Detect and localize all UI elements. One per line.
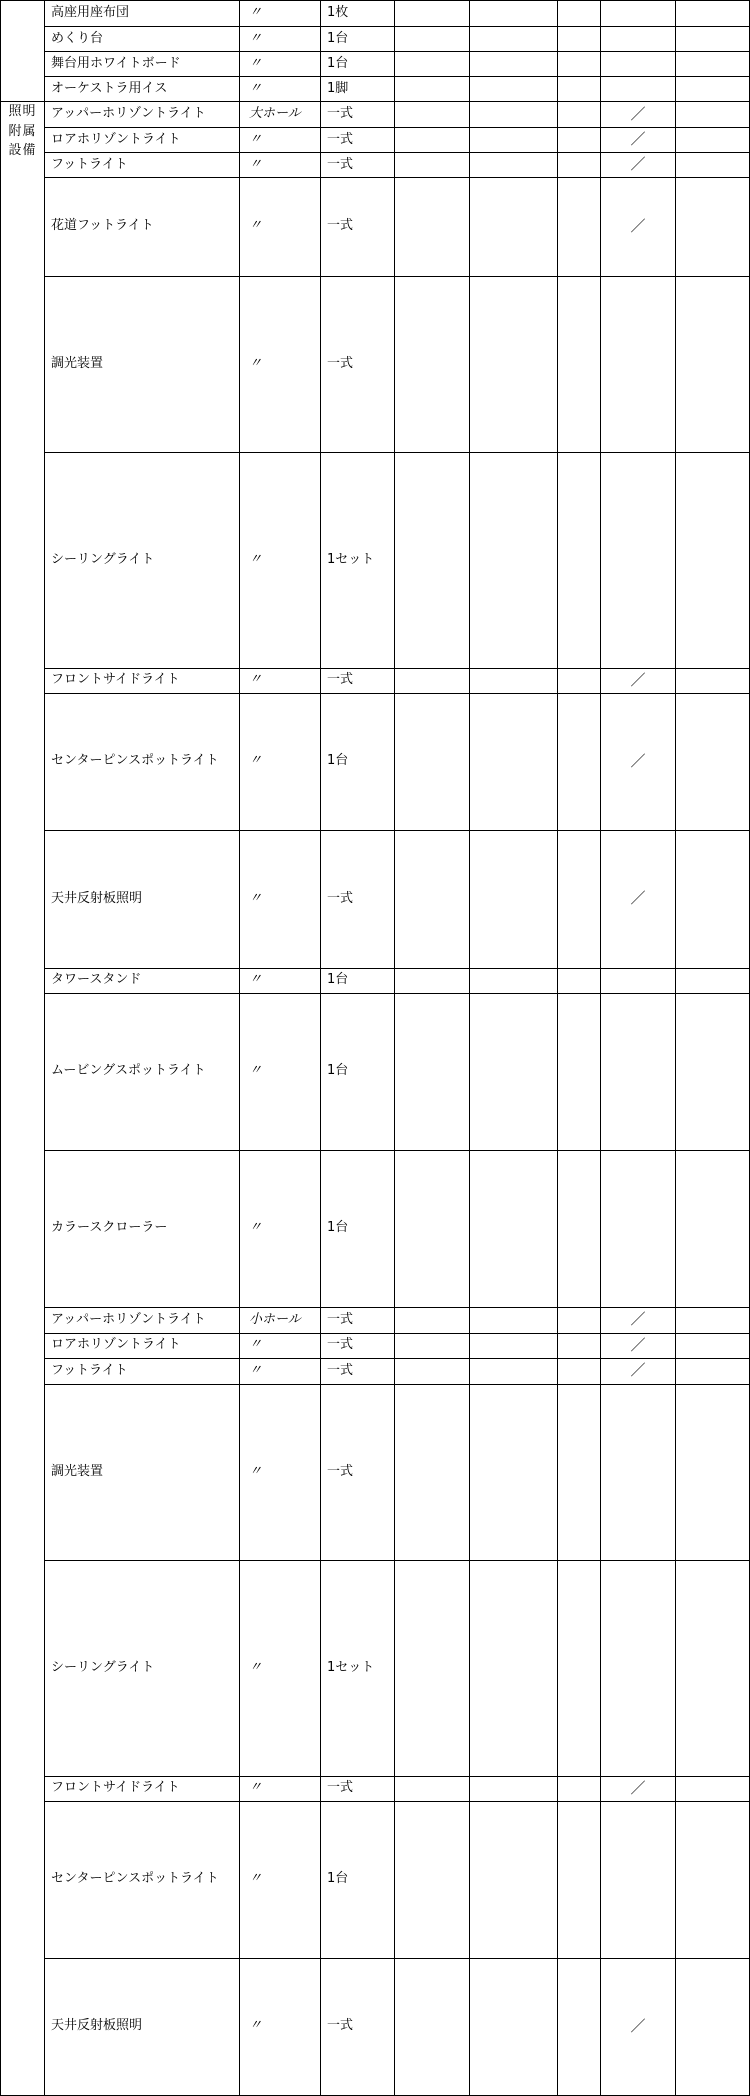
quantity-cell: 1セット <box>321 1561 395 1777</box>
table-row <box>1 153 750 178</box>
empty-cell <box>676 693 750 831</box>
empty-cell <box>470 1307 558 1333</box>
quantity-cell: 一式 <box>321 128 395 153</box>
quantity-cell: 一式 <box>321 668 395 693</box>
slash-mark-cell: ／ <box>601 1958 676 2096</box>
empty-cell <box>470 52 558 77</box>
empty-cell <box>395 993 470 1150</box>
empty-cell <box>470 1561 558 1777</box>
empty-cell <box>395 276 470 453</box>
item-name-cell: 天井反射板照明 <box>45 831 240 969</box>
slash-mark-cell: ／ <box>601 1333 676 1358</box>
item-name-cell: オーケストラ用イス <box>45 77 240 102</box>
quantity-cell: 1台 <box>321 27 395 52</box>
category-label: 照明 <box>8 104 37 119</box>
item-name-cell: 舞台用ホワイトボード <box>45 52 240 77</box>
category-cell-blank <box>1 1 45 102</box>
empty-cell <box>558 1358 601 1384</box>
empty-cell <box>558 1384 601 1561</box>
empty-cell <box>558 1801 601 1958</box>
location-cell: 大ホール <box>240 102 321 128</box>
location-cell: 〃 <box>240 1776 321 1801</box>
item-name-cell: 高座用座布団 <box>45 1 240 27</box>
slash-mark-cell: ／ <box>601 831 676 969</box>
table-row <box>1 1776 750 1801</box>
empty-cell <box>395 1333 470 1358</box>
empty-cell <box>676 831 750 969</box>
empty-cell <box>470 102 558 128</box>
table-row <box>1 102 750 128</box>
empty-cell <box>395 77 470 102</box>
item-name-cell: タワースタンド <box>45 968 240 993</box>
empty-cell <box>558 128 601 153</box>
quantity-cell: 1台 <box>321 1801 395 1958</box>
empty-cell <box>676 1 750 27</box>
empty-cell <box>558 693 601 831</box>
table-row <box>1 1307 750 1333</box>
slash-mark-cell: ／ <box>601 178 676 277</box>
slash-mark-cell: ／ <box>601 693 676 831</box>
slash-mark-cell <box>601 1801 676 1958</box>
slash-mark-cell: ／ <box>601 102 676 128</box>
location-cell: 〃 <box>240 77 321 102</box>
empty-cell <box>558 27 601 52</box>
empty-cell <box>676 993 750 1150</box>
slash-mark-cell: ／ <box>601 1776 676 1801</box>
slash-mark-cell <box>601 276 676 453</box>
empty-cell <box>558 1776 601 1801</box>
slash-mark-cell <box>601 993 676 1150</box>
location-cell: 〃 <box>240 52 321 77</box>
table-row <box>1 1333 750 1358</box>
empty-cell <box>558 968 601 993</box>
quantity-cell: 1台 <box>321 52 395 77</box>
slash-mark-cell: ／ <box>601 1307 676 1333</box>
empty-cell <box>470 178 558 277</box>
location-cell: 小ホール <box>240 1307 321 1333</box>
slash-mark-cell <box>601 1 676 27</box>
location-cell: 〃 <box>240 453 321 669</box>
location-cell: 〃 <box>240 693 321 831</box>
table-row <box>1 1384 750 1561</box>
table-row <box>1 1958 750 2096</box>
empty-cell <box>676 276 750 453</box>
table-row <box>1 993 750 1150</box>
table-row <box>1 831 750 969</box>
empty-cell <box>395 1 470 27</box>
empty-cell <box>558 1 601 27</box>
empty-cell <box>470 693 558 831</box>
location-cell: 〃 <box>240 1333 321 1358</box>
location-cell: 〃 <box>240 993 321 1150</box>
empty-cell <box>470 1384 558 1561</box>
slash-mark-cell: ／ <box>601 668 676 693</box>
empty-cell <box>676 1776 750 1801</box>
location-cell: 〃 <box>240 128 321 153</box>
location-cell: 〃 <box>240 178 321 277</box>
quantity-cell: 一式 <box>321 1358 395 1384</box>
location-cell: 〃 <box>240 276 321 453</box>
empty-cell <box>558 276 601 453</box>
item-name-cell: フットライト <box>45 1358 240 1384</box>
empty-cell <box>395 178 470 277</box>
location-cell: 〃 <box>240 1150 321 1307</box>
empty-cell <box>676 1358 750 1384</box>
empty-cell <box>558 1333 601 1358</box>
location-cell: 〃 <box>240 153 321 178</box>
category-label: 附属 <box>8 123 37 139</box>
location-cell: 〃 <box>240 831 321 969</box>
quantity-cell: 一式 <box>321 1333 395 1358</box>
empty-cell <box>676 1150 750 1307</box>
empty-cell <box>558 77 601 102</box>
location-cell: 〃 <box>240 668 321 693</box>
table-row <box>1 77 750 102</box>
empty-cell <box>558 102 601 128</box>
table-row <box>1 1150 750 1307</box>
empty-cell <box>395 153 470 178</box>
empty-cell <box>558 1561 601 1777</box>
item-name-cell: 調光装置 <box>45 276 240 453</box>
table-row <box>1 1358 750 1384</box>
item-name-cell: 調光装置 <box>45 1384 240 1561</box>
empty-cell <box>395 1801 470 1958</box>
table-row <box>1 27 750 52</box>
empty-cell <box>558 831 601 969</box>
empty-cell <box>470 153 558 178</box>
item-name-cell: センターピンスポットライト <box>45 1801 240 1958</box>
slash-mark-cell <box>601 453 676 669</box>
slash-mark-cell <box>601 77 676 102</box>
location-cell: 〃 <box>240 1 321 27</box>
empty-cell <box>470 668 558 693</box>
empty-cell <box>470 1150 558 1307</box>
quantity-cell: 1脚 <box>321 77 395 102</box>
empty-cell <box>470 77 558 102</box>
table-row <box>1 1801 750 1958</box>
quantity-cell: 一式 <box>321 1776 395 1801</box>
empty-cell <box>558 668 601 693</box>
empty-cell <box>470 993 558 1150</box>
item-name-cell: アッパーホリゾントライト <box>45 1307 240 1333</box>
table-row <box>1 668 750 693</box>
empty-cell <box>676 27 750 52</box>
slash-mark-cell <box>601 52 676 77</box>
item-name-cell: フロントサイドライト <box>45 668 240 693</box>
slash-mark-cell: ／ <box>601 1358 676 1384</box>
empty-cell <box>395 102 470 128</box>
empty-cell <box>395 1958 470 2096</box>
quantity-cell: 一式 <box>321 1958 395 2096</box>
empty-cell <box>676 77 750 102</box>
empty-cell <box>470 27 558 52</box>
location-cell: 〃 <box>240 1801 321 1958</box>
empty-cell <box>558 453 601 669</box>
empty-cell <box>395 128 470 153</box>
empty-cell <box>395 831 470 969</box>
empty-cell <box>558 1150 601 1307</box>
empty-cell <box>676 1307 750 1333</box>
item-name-cell: アッパーホリゾントライト <box>45 102 240 128</box>
empty-cell <box>676 52 750 77</box>
empty-cell <box>470 453 558 669</box>
quantity-cell: 一式 <box>321 153 395 178</box>
location-cell: 〃 <box>240 1561 321 1777</box>
item-name-cell: 花道フットライト <box>45 178 240 277</box>
empty-cell <box>676 668 750 693</box>
quantity-cell: 1台 <box>321 993 395 1150</box>
table-row <box>1 693 750 831</box>
empty-cell <box>558 178 601 277</box>
empty-cell <box>395 1384 470 1561</box>
item-name-cell: フロントサイドライト <box>45 1776 240 1801</box>
empty-cell <box>676 1384 750 1561</box>
quantity-cell: 一式 <box>321 178 395 277</box>
item-name-cell: シーリングライト <box>45 1561 240 1777</box>
quantity-cell: 1枚 <box>321 1 395 27</box>
empty-cell <box>395 27 470 52</box>
empty-cell <box>470 831 558 969</box>
slash-mark-cell <box>601 27 676 52</box>
empty-cell <box>395 1358 470 1384</box>
empty-cell <box>470 128 558 153</box>
empty-cell <box>676 968 750 993</box>
empty-cell <box>395 1150 470 1307</box>
location-cell: 〃 <box>240 27 321 52</box>
empty-cell <box>470 1801 558 1958</box>
quantity-cell: 一式 <box>321 831 395 969</box>
empty-cell <box>676 153 750 178</box>
slash-mark-cell <box>601 1384 676 1561</box>
category-cell <box>1 102 45 2096</box>
quantity-cell: 一式 <box>321 276 395 453</box>
empty-cell <box>395 453 470 669</box>
empty-cell <box>395 52 470 77</box>
empty-cell <box>676 1333 750 1358</box>
empty-cell <box>676 1958 750 2096</box>
empty-cell <box>470 1358 558 1384</box>
table-row <box>1 1561 750 1777</box>
table-row <box>1 128 750 153</box>
item-name-cell: めくり台 <box>45 27 240 52</box>
item-name-cell: フットライト <box>45 153 240 178</box>
empty-cell <box>676 453 750 669</box>
empty-cell <box>558 1958 601 2096</box>
empty-cell <box>558 1307 601 1333</box>
empty-cell <box>470 1333 558 1358</box>
empty-cell <box>395 668 470 693</box>
table-row <box>1 52 750 77</box>
quantity-cell: 1台 <box>321 968 395 993</box>
empty-cell <box>395 1307 470 1333</box>
table-row <box>1 276 750 453</box>
quantity-cell: 一式 <box>321 102 395 128</box>
table-row <box>1 968 750 993</box>
table-row <box>1 1 750 27</box>
table-row <box>1 178 750 277</box>
empty-cell <box>676 128 750 153</box>
item-name-cell: カラースクローラー <box>45 1150 240 1307</box>
empty-cell <box>395 968 470 993</box>
quantity-cell: 一式 <box>321 1307 395 1333</box>
slash-mark-cell <box>601 968 676 993</box>
item-name-cell: ロアホリゾントライト <box>45 128 240 153</box>
empty-cell <box>558 993 601 1150</box>
item-name-cell: ロアホリゾントライト <box>45 1333 240 1358</box>
empty-cell <box>470 1776 558 1801</box>
location-cell: 〃 <box>240 1384 321 1561</box>
empty-cell <box>558 153 601 178</box>
location-cell: 〃 <box>240 1358 321 1384</box>
quantity-cell: 1セット <box>321 453 395 669</box>
item-name-cell: 天井反射板照明 <box>45 1958 240 2096</box>
empty-cell <box>395 1561 470 1777</box>
location-cell: 〃 <box>240 968 321 993</box>
empty-cell <box>676 178 750 277</box>
empty-cell <box>676 1561 750 1777</box>
empty-cell <box>470 1 558 27</box>
table-row <box>1 453 750 669</box>
item-name-cell: センターピンスポットライト <box>45 693 240 831</box>
item-name-cell: シーリングライト <box>45 453 240 669</box>
location-cell: 〃 <box>240 1958 321 2096</box>
quantity-cell: 1台 <box>321 693 395 831</box>
empty-cell <box>470 1958 558 2096</box>
quantity-cell: 1台 <box>321 1150 395 1307</box>
category-label: 設備 <box>8 143 37 158</box>
slash-mark-cell: ／ <box>601 128 676 153</box>
empty-cell <box>470 968 558 993</box>
empty-cell <box>676 1801 750 1958</box>
empty-cell <box>676 102 750 128</box>
empty-cell <box>395 1776 470 1801</box>
item-name-cell: ムービングスポットライト <box>45 993 240 1150</box>
slash-mark-cell: ／ <box>601 153 676 178</box>
slash-mark-cell <box>601 1150 676 1307</box>
slash-mark-cell <box>601 1561 676 1777</box>
empty-cell <box>558 52 601 77</box>
quantity-cell: 一式 <box>321 1384 395 1561</box>
empty-cell <box>470 276 558 453</box>
empty-cell <box>395 693 470 831</box>
